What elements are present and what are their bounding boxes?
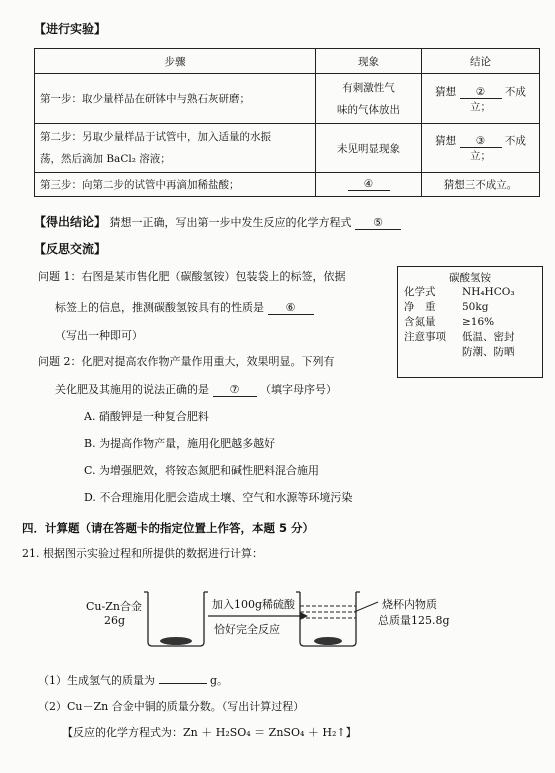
alloy-mass: 26g bbox=[104, 614, 126, 627]
phenomenon-text: 有刺激性气 bbox=[342, 81, 395, 94]
result-line1: 烧杯内物质 bbox=[382, 598, 437, 611]
header-step: 步骤 bbox=[35, 49, 316, 74]
sub1-text: （1）生成氢气的质量为 bbox=[38, 674, 155, 687]
phenomenon-text: 未见明显现象 bbox=[337, 142, 400, 155]
option-a: A. 硝酸钾是一种复合肥料 bbox=[84, 410, 209, 423]
answer-blank[interactable]: ③ bbox=[460, 135, 502, 148]
alloy-particles-icon bbox=[160, 637, 192, 645]
conclusion-cell bbox=[422, 173, 540, 197]
option-d: D. 不合理施用化肥会造成土壤、空气和水源等环境污染 bbox=[84, 491, 353, 504]
reflection-heading: 【反思交流】 bbox=[34, 242, 107, 256]
label-value: 低温、密封 bbox=[462, 331, 515, 343]
q1-line3: （写出一种即可） bbox=[55, 329, 143, 342]
header-conclusion: 结论 bbox=[422, 49, 540, 74]
residue-particles-icon bbox=[314, 637, 342, 645]
conclusion-suffix: 不成立； bbox=[470, 85, 526, 113]
conclusion-cell bbox=[422, 74, 540, 124]
sub1-unit: g。 bbox=[210, 674, 229, 687]
sub-question-2: （2）Cu－Zn 合金中铜的质量分数。（写出计算过程） bbox=[38, 700, 305, 713]
q2-hint: （填字母序号） bbox=[260, 383, 337, 396]
table-row bbox=[35, 74, 540, 124]
label-row bbox=[404, 330, 542, 345]
fertilizer-label-card bbox=[397, 266, 543, 378]
conclusion-prefix: 猜想 bbox=[435, 85, 457, 98]
section-title: 四．计算题（请在答题卡的指定位置上作答，本题 5 分） bbox=[22, 521, 315, 535]
arrow-top-text: 加入100g稀硫酸 bbox=[212, 598, 296, 611]
conclusion-prefix: 猜想 bbox=[435, 135, 457, 147]
beaker-before bbox=[140, 588, 212, 648]
alloy-name: Cu-Zn合金 bbox=[86, 600, 142, 613]
conclusion-cell bbox=[422, 124, 540, 173]
phenomenon-cell bbox=[316, 74, 422, 124]
conclusion-text: 猜想一正确，写出第一步中发生反应的化学方程式 bbox=[109, 216, 352, 229]
q2-line1: 问题 2：化肥对提高农作物产量作用重大，效果明显。下列有 bbox=[38, 355, 335, 368]
conclusion-line bbox=[34, 213, 401, 230]
label-value: 50kg bbox=[462, 301, 489, 313]
step-cell bbox=[35, 124, 316, 173]
table-row bbox=[35, 173, 540, 197]
step-text: 第一步：取少量样品在研钵中与熟石灰研磨； bbox=[40, 93, 250, 105]
label-row bbox=[404, 345, 542, 360]
conclusion-heading: 【得出结论】 bbox=[34, 215, 107, 229]
table-row bbox=[35, 124, 540, 173]
conclusion-text: 猜想三不成立。 bbox=[443, 179, 518, 191]
option-b: B. 为提高作物产量，施用化肥越多越好 bbox=[84, 437, 276, 450]
step-text: 第三步：向第二步的试管中再滴加稀盐酸； bbox=[40, 179, 240, 191]
experiment-heading: 【进行实验】 bbox=[34, 22, 107, 36]
phenomenon-text: 味的气体放出 bbox=[337, 103, 400, 116]
result-line2: 总质量125.8g bbox=[378, 614, 450, 627]
pointer-line bbox=[354, 600, 380, 614]
step-cell bbox=[35, 173, 316, 197]
q1-text: 标签上的信息，推测碳酸氢铵具有的性质是 bbox=[55, 301, 264, 314]
label-value: 防潮、防晒 bbox=[462, 346, 515, 358]
phenomenon-cell bbox=[316, 173, 422, 197]
label-key: 含氮量 bbox=[404, 316, 436, 328]
answer-blank[interactable]: ② bbox=[460, 86, 502, 99]
q1-line1: 问题 1：右图是某市售化肥（碳酸氢铵）包装袋上的标签，依据 bbox=[38, 270, 346, 283]
answer-blank[interactable]: ④ bbox=[348, 178, 390, 191]
table-header-row bbox=[35, 49, 540, 74]
label-row bbox=[404, 285, 542, 300]
arrow-bottom-text: 恰好完全反应 bbox=[214, 623, 280, 636]
sub-question-1 bbox=[38, 672, 228, 688]
beaker-after bbox=[292, 588, 364, 648]
label-key: 化学式 bbox=[404, 286, 436, 298]
label-value: NH₄HCO₃ bbox=[462, 286, 515, 298]
q2-line2 bbox=[55, 381, 337, 397]
experiment-table bbox=[34, 48, 540, 197]
label-row bbox=[404, 315, 542, 330]
option-c: C. 为增强肥效，将铵态氮肥和碱性肥料混合施用 bbox=[84, 464, 320, 477]
q2-text: 关化肥及其施用的说法正确的是 bbox=[55, 383, 209, 396]
conclusion-suffix: 不成立； bbox=[470, 135, 526, 162]
label-title: 碳酸氢铵 bbox=[449, 272, 491, 284]
answer-blank[interactable]: ⑤ bbox=[355, 216, 401, 230]
label-key bbox=[404, 345, 462, 360]
label-key: 注意事项 bbox=[404, 331, 446, 343]
equation-note: 【反应的化学方程式为：Zn ＋ H₂SO₄ ＝ ZnSO₄ ＋ H₂↑】 bbox=[62, 726, 357, 739]
phenomenon-cell bbox=[316, 124, 422, 173]
answer-blank[interactable]: ⑥ bbox=[268, 301, 314, 315]
step-text: 第二步：另取少量样品于试管中，加入适量的水振 bbox=[40, 131, 271, 143]
step-cell bbox=[35, 74, 316, 124]
answer-blank[interactable]: ⑦ bbox=[213, 383, 257, 397]
q1-line2 bbox=[55, 299, 314, 315]
label-row bbox=[404, 300, 542, 315]
step-text: 荡，然后滴加 BaCl₂ 溶液； bbox=[40, 153, 171, 165]
question-21: 21. 根据图示实验过程和所提供的数据进行计算： bbox=[22, 547, 263, 560]
label-value: ≥16% bbox=[462, 316, 495, 328]
header-phenomenon: 现象 bbox=[316, 49, 422, 74]
label-key: 净 重 bbox=[404, 301, 436, 313]
answer-blank[interactable] bbox=[159, 683, 207, 684]
